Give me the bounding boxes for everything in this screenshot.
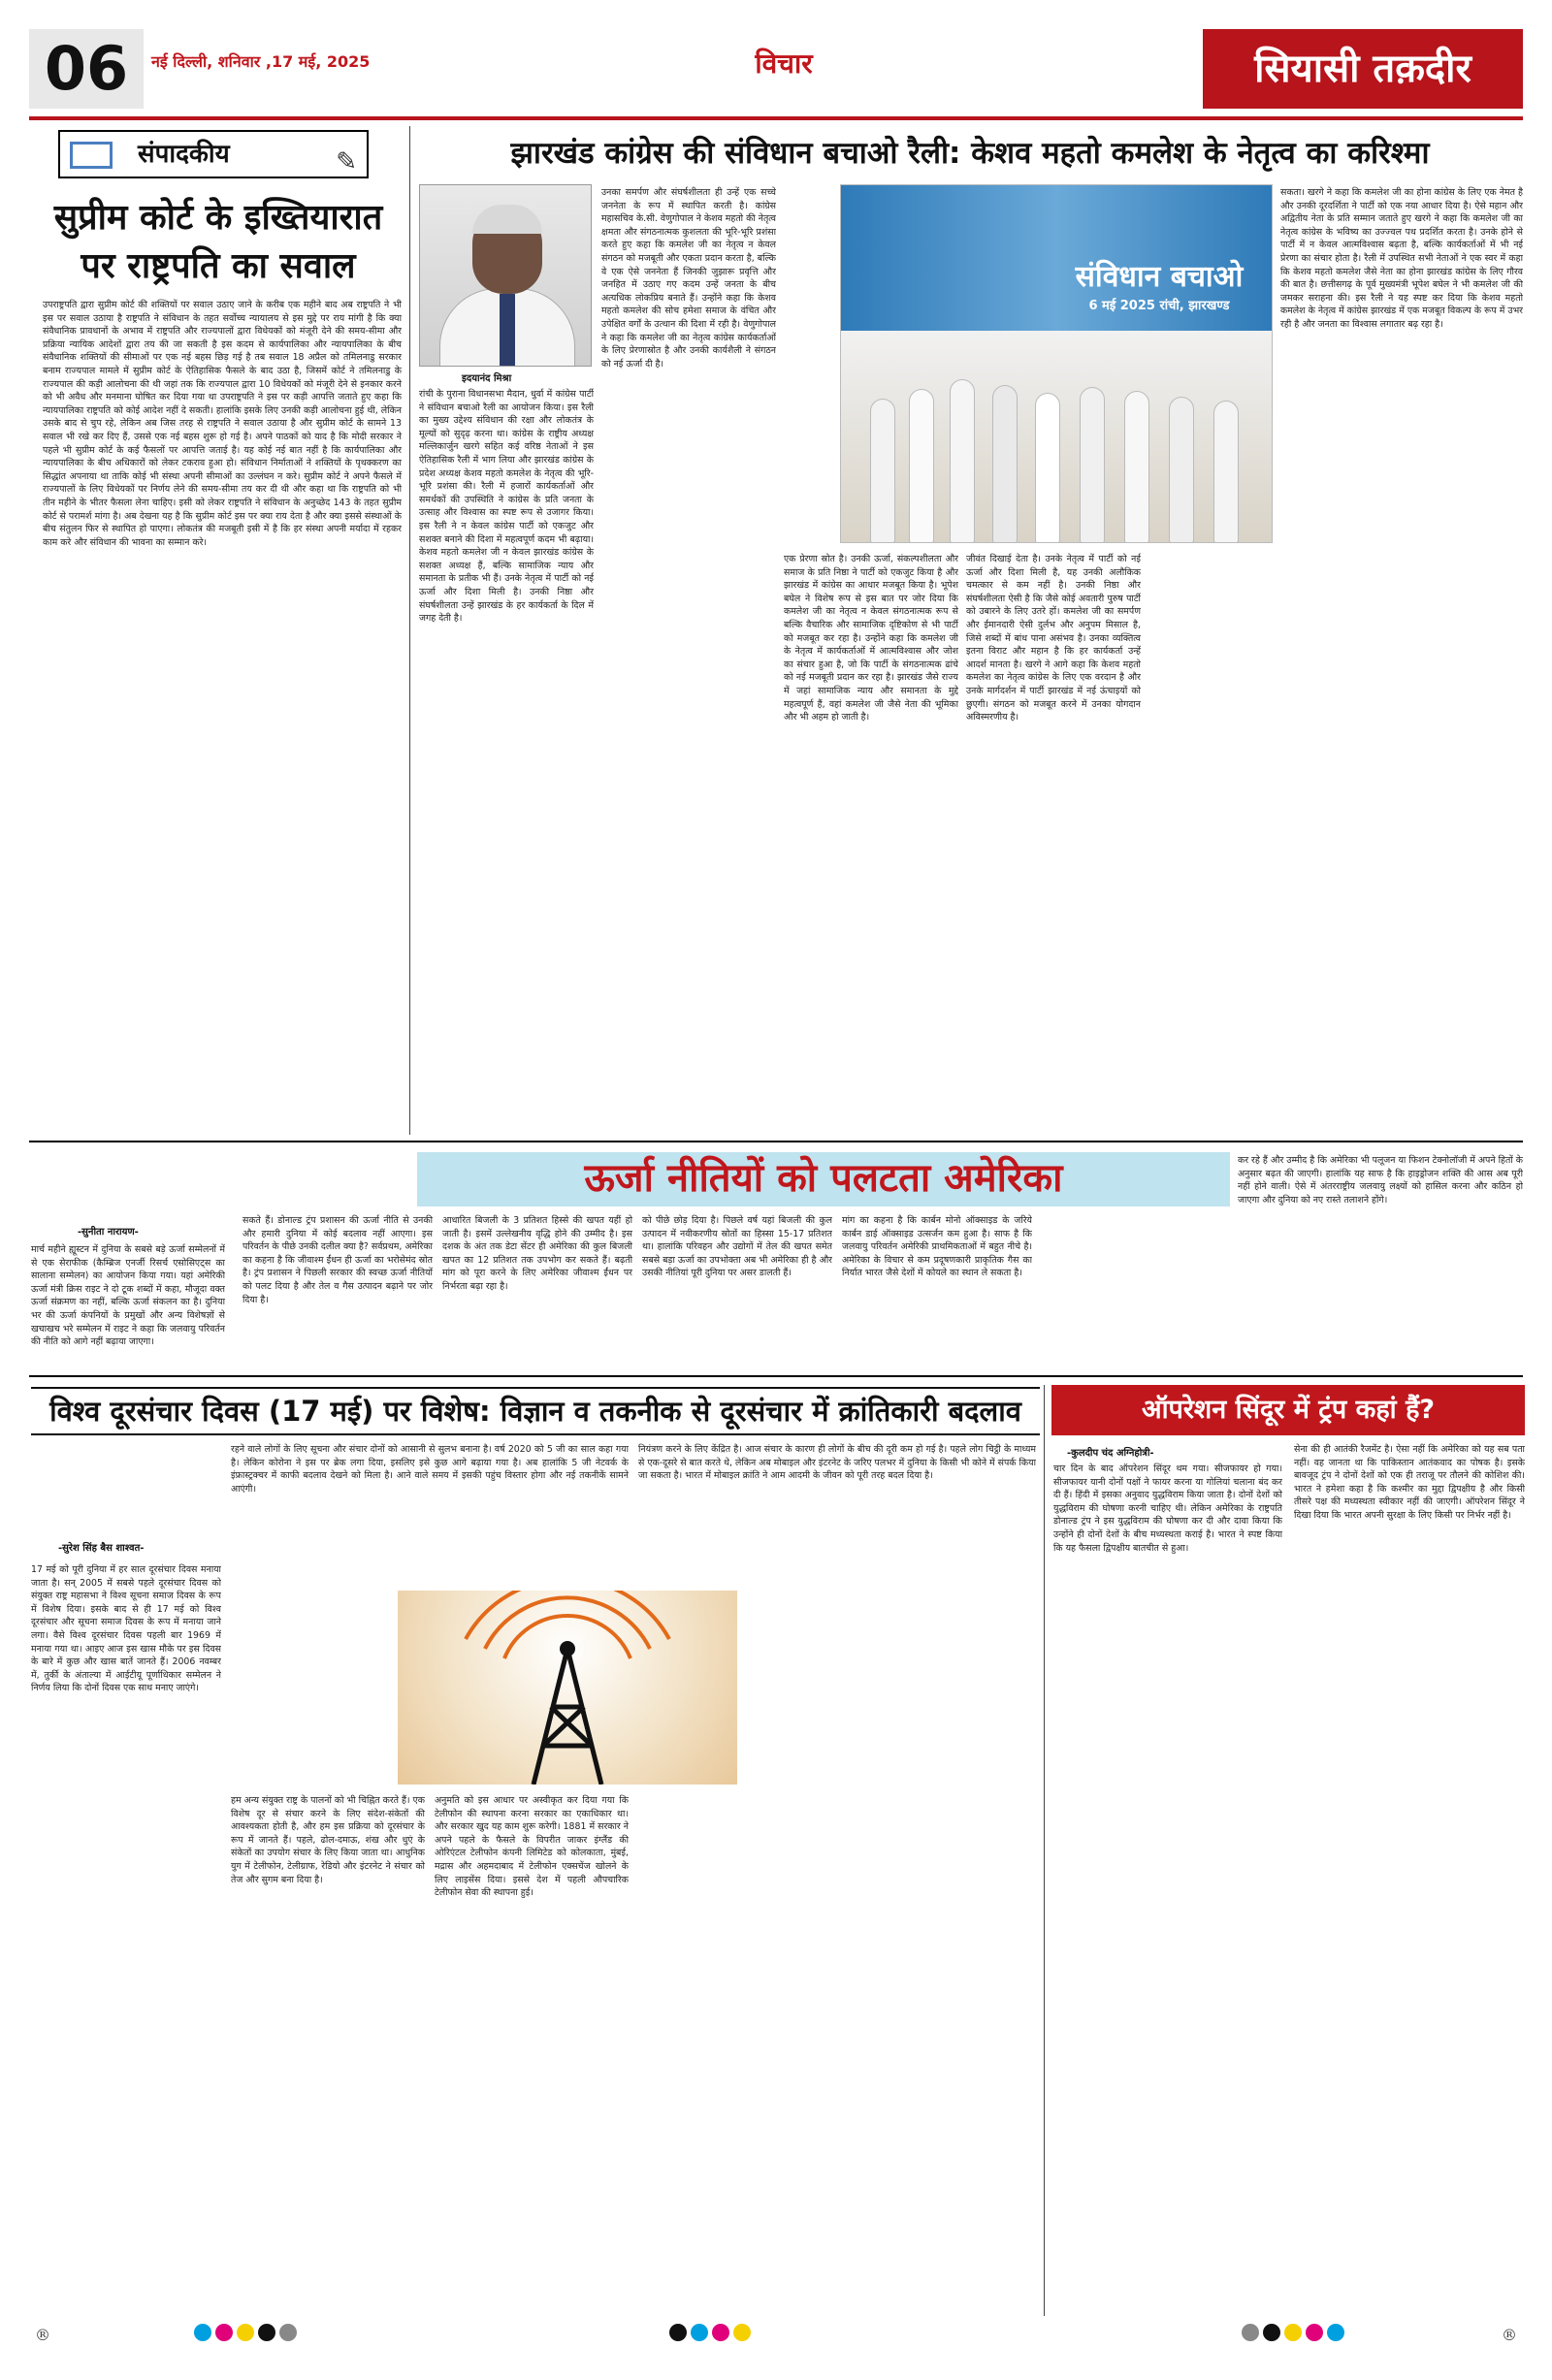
lead-headline: झारखंड कांग्रेस की संविधान बचाओ रैली: केशव महतो कमलेश के नेतृत्व का करिश्मा	[510, 136, 1430, 171]
energy-col-4: को पीछे छोड़ दिया है। पिछले वर्ष यहां बिजली की कुल उत्पादन में नवीकरणीय स्रोतों का हिस्सा 15-17 प्रतिशत था। हालांकि परिवहन और उद्योगों में तेल की खपत समेत सबसे बड़ा ऊर्जा का उपभोक्ता अब भी अमेरिका ही है और उसकी नीतियां पूरी दुनिया पर असर डालती हैं।	[642, 1215, 832, 1279]
lead-col-3: एक प्रेरणा स्रोत है। उनकी ऊर्जा, संकल्पशीलता और समाज के प्रति निष्ठा ने पार्टी को एकजुट किया है और झारखंड में कांग्रेस का आधार मजबूत किया है। भूपेश बघेल ने विशेष रूप से इस बात पर जोर दिया कि कमलेश जी का नेतृत्व न केवल संगठनात्मक रूप से बल्कि वैचारिक और सामाजिक दृष्टिकोण से भी पार्टी को मजबूत कर रहा है। उन्होंने कहा कि कमलेश जी के नेतृत्व में कार्यकर्ताओं में आत्मविश्वास और जोश का संचार हुआ है, जो कि पार्टी के संगठनात्मक ढांचे को नई मजबूती प्रदान कर रहा है। झारखंड जैसे राज्य में जहां सामाजिक न्याय और समानता के मुद्दे महत्वपूर्ण हैं, वहां कमलेश जी जैसे नेता की भूमिका और भी अहम हो जाती है।	[784, 554, 958, 724]
energy-col-1: मार्च महीने ह्यूस्टन में दुनिया के सबसे बड़े ऊर्जा सम्मेलनों में से एक सेराफीक (कैम्ब्रिज एनर्जी रिसर्च एसोसिएट्स का सालाना सम्मेलन) का आयोजन किया गया। यहां अमेरिकी ऊर्जा मंत्री क्रिस राइट ने दो टूक शब्दों में कहा, मौजूदा वक्त ऊर्जा संक्रमण का नहीं, बल्कि ऊर्जा संकलन का है। दुनिया भर की ऊर्जा कंपनियों के प्रमुखों और अन्य विशेषज्ञों से खचाखच भरे सम्मेलन में राइट ने कहा कि जलवायु परिवर्तन की नीति को आगे नहीं बढ़ाया जाएगा।	[31, 1244, 225, 1348]
section-title: विचार	[755, 48, 813, 80]
color-dots-right	[1242, 2324, 1348, 2343]
color-dots-left	[194, 2324, 301, 2343]
lead-col-5b	[1148, 553, 1271, 1135]
telecom-col-5: नियंत्रण करने के लिए केंद्रित है। आज संचार के कारण ही लोगों के बीच की दूरी कम हो गई है। पहले लोग चिट्ठी के माध्यम से एक-दूसरे से बात करते थे, लेकिन अब मोबाइल और इंटरनेट के जरिए पलभर में दुनिया के किसी भी कोने में संपर्क किया जा सकता है। भारत में मोबाइल क्रांति ने आम आदमी के जीवन को पूरी तरह बदल दिया है।	[638, 1444, 1036, 1482]
sindoor-col-2: सेना की ही आतंकी रैजमेंट है। ऐसा नहीं कि अमेरिका को यह सब पता नहीं। वह जानता था कि पाकिस्तान आतंकवाद का पोषक है। इसके बावजूद ट्रंप ने दोनों देशों को एक ही तराजू पर तौलने की कोशिश की। भारत ने हमेशा कहा है कि कश्मीर का मुद्दा द्विपक्षीय है और किसी तीसरे पक्ष की मध्यस्थता स्वीकार नहीं की जाएगी। ऑपरेशन सिंदूर ने दिखा दिया कि भारत अपनी सुरक्षा के लिए किसी पर निर्भर नहीं है।	[1294, 1444, 1525, 1521]
rally-banner-subtitle: 6 मई 2025 रांची, झारखण्ड	[1088, 299, 1230, 313]
telecom-col-3: हम अन्य संयुक्त राष्ट्र के पालनों को भी चिह्नित करते हैं। एक विशेष दूर से संचार करने के लिए संदेश-संकेतों की आवश्यकता होती है, और हम इस प्रक्रिया को दूरसंचार के रूप में जानते हैं। पहले, ढोल-दमाऊ, शंख और धुएं के संकेतों का उपयोग संचार के लिए किया जाता था। आधुनिक युग में टेलीफोन, टेलीग्राफ, रेडियो और इंटरनेट ने संचार को तेज और सुगम बना दिया है।	[231, 1795, 425, 1885]
telecom-byline: -सुरेश सिंह बैस शाश्वत-	[58, 1543, 145, 1554]
lead-col-5: सकता। खरगे ने कहा कि कमलेश जी का होना कांग्रेस के लिए एक नेमत है और उनकी दूरदर्शिता ने पार्टी को एक नया आधार दिया है। ऐसे महान और अद्वितीय नेता के प्रति सम्मान जताते हुए खरगे ने कहा कि कमलेश जी का नेतृत्व कांग्रेस के भविष्य का उज्ज्वल पथ प्रदर्शित करता है। उनके होने से पार्टी में न केवल आत्मविश्वास बढ़ता है, बल्कि कार्यकर्ताओं में भी नई प्रेरणा का संचार होता है। रैली में उपस्थित सभी नेताओं ने एक स्वर में कहा कि केशव महतो कमलेश जैसे नेता का होना झारखंड कांग्रेस के लिए गौरव की बात है। छत्तीसगढ़ के पूर्व मुख्यमंत्री भूपेश बघेल ने भी कमलेश जी की जमकर सराहना की। इस रैली ने यह स्पष्ट कर दिया कि केशव महतो कमलेश के नेतृत्व में कांग्रेस झारखंड में एक मजबूत विकल्प के रूप में उभर रही है और जनता का विश्वास लगातार बढ़ रहा है।	[1280, 187, 1523, 330]
author-photo	[419, 184, 592, 367]
energy-col-2: सकते हैं। डोनाल्ड ट्रंप प्रशासन की ऊर्जा नीति से उनकी और हमारी दुनिया में कोई बदलाव नहीं आएगा। इस परिवर्तन के पीछे उनकी दलील क्या है? सर्वप्रथम, अमेरिका का कहना है कि जीवाश्म ईंधन ही ऊर्जा का भरोसेमंद स्रोत है। ट्रंप प्रशासन ने पिछली सरकार की स्वच्छ ऊर्जा नीतियों को पलट दिया है और तेल व गैस उत्पादन बढ़ाने पर जोर दिया है।	[242, 1215, 433, 1305]
registration-mark-right: ®	[1502, 2326, 1519, 2344]
energy-byline: -सुनीता नारायण-	[78, 1227, 139, 1238]
energy-col-6: कर रहे हैं और उम्मीद है कि अमेरिका भी पलूजन या फिशन टेक्नोलॉजी में अपने हितों के अनुसार बढ़त की जाएगी। हालांकि यह साफ है कि हाइड्रोजन शक्ति की आस अब पूरी नहीं होने वाली। ऐसे में अंतरराष्ट्रीय जलवायु लक्ष्यों को हासिल करना और कठिन हो जाएगा और दुनिया को नए रास्ते तलाशने होंगे।	[1238, 1155, 1523, 1206]
telecom-col-4: अनुमति को इस आधार पर अस्वीकृत कर दिया गया कि टेलीफोन की स्थापना करना सरकार का एकाधिकार था। और सरकार खुद यह काम शुरू करेगी। 1881 में सरकार ने अपने पहले के फैसले के विपरीत जाकर इंग्लैंड की ओरिएंटल टेलीफोन कंपनी लिमिटेड को कोलकाता, मुंबई, मद्रास और अहमदाबाद में टेलीफोन एक्सचेंज खोलने के लिए लाइसेंस दिया। इससे देश में पहली औपचारिक टेलीफोन सेवा की स्थापना हुई।	[435, 1795, 629, 1899]
lead-col-2: उनका समर्पण और संघर्षशीलता ही उन्हें एक सच्चे जननेता के रूप में स्थापित करती है। कांग्रेस महासचिव के.सी. वेणुगोपाल ने केशव महतो की नेतृत्व क्षमता और संगठनात्मक कुशलता की भूरि-भूरि प्रशंसा करते हुए कहा कि कमलेश जी का नेतृत्व न केवल संगठन को मजबूती और एकता प्रदान करता है, बल्कि वे एक ऐसे जननेता हैं जिनकी जुझारू प्रवृत्ति और जनहित में उठाए गए कदम उन्हें जनता के बीच अत्यधिक लोकप्रिय बनाते हैं। उन्होंने कहा कि केशव महतो कमलेश की सोच हमेशा समाज के वंचित और उपेक्षित वर्गों के उत्थान की दिशा में रही है। वेणुगोपाल ने कहा कि कमलेश जी का नेतृत्व कांग्रेस कार्यकर्ताओं के लिए प्रेरणास्रोत है और उनकी कार्यशैली ने संगठन को नई ऊर्जा दी है।	[601, 187, 776, 370]
telecom-headline: विश्व दूरसंचार दिवस (17 मई) पर विशेष: विज्ञान व तकनीक से दूरसंचार में क्रांतिकारी बदलाव	[31, 1387, 1040, 1435]
lead-byline: इदयानंद मिश्रा	[462, 373, 512, 384]
registration-mark-left: ®	[35, 2326, 52, 2344]
column-divider	[1044, 1385, 1045, 2316]
color-dots-center	[669, 2324, 755, 2343]
editorial-body: उपराष्ट्रपति द्वारा सुप्रीम कोर्ट की शक्तियों पर सवाल उठाए जाने के करीब एक महीने बाद अब राष्ट्रपति ने भी इस पर सवाल उठाया है राष्ट्रपति ने संविधान के तहत सर्वोच्च न्यायालय से इस मुद्दे पर राय मांगी है कि क्या संवैधानिक प्रावधानों के अभाव में राष्ट्रपति और राज्यपालों द्वारा विधेयकों को मंजूरी देने की समय-सीमा और प्रक्रिया न्यायिक आदेशों द्वारा तय की जा सकती है इस कदम से कार्यपालिका और न्यायपालिका के बीच संवैधानिक शक्तियों की सीमाओं पर एक नई बहस छिड़ गई है तब सवाल 18 अप्रैल को तमिलनाडु सरकार बनाम राज्यपाल मामले में सुप्रीम कोर्ट के ऐतिहासिक फैसले के बाद उठा है, जिसमें कोर्ट ने तमिलनाडु के राज्यपाल की कड़ी आलोचना की थी जहां तक कि राज्यपाल द्वारा 10 विधेयकों को मंजूरी देने से इनकार करने को भी अवैध और मनमाना घोषित कर दिया गया था उपराष्ट्रपति ने इस पर कड़ी आपत्ति जताते हुए कहा कि न्यायपालिका राष्ट्रपति को कोई आदेश नहीं दे सकती। हालांकि इसके लिए उनकी कड़ी आलोचना हुई थी, लेकिन उसके बाद से चुप रहे, लेकिन अब जिस तरह से राष्ट्रपति ने सवाल उठाया है और सुप्रीम कोर्ट के सामने 13 सवाल भी रखे कर दिए हैं, उससे एक नई बहस शुरू हो गई है। अपने पाठकों को याद है कि मोदी सरकार ने पहले भी सुप्रीम कोर्ट के कई फैसलों पर आपत्ति जताई है। यह कोई नई बात नहीं है कि कार्यपालिका और न्यायपालिका के बीच अधिकारों को लेकर टकराव हुआ हो। संविधान निर्माताओं ने शक्तियों के पृथक्करण का सिद्धांत अपनाया था ताकि कोई भी संस्था अपनी सीमाओं का उल्लंघन न करे। सुप्रीम कोर्ट ने अपने फैसले में राज्यपालों के लिए विधेयकों पर निर्णय लेने की समय-सीमा तय कर दी थी और कहा था कि राष्ट्रपति को भी तीन महीने के भीतर फैसला लेना चाहिए। इसी को लेकर राष्ट्रपति ने संविधान के अनुच्छेद 143 के तहत सुप्रीम कोर्ट से परामर्श मांगा है। अब देखना यह है कि सुप्रीम कोर्ट इस पर क्या राय देता है और क्या इससे संस्थाओं के बीच संतुलन फिर से स्थापित हो पाएगा। लोकतंत्र की मजबूती इसी में है कि हर संस्था अपनी मर्यादा में रहकर काम करे और संविधान की भावना का सम्मान करे।	[43, 300, 402, 548]
sindoor-col-1: चार दिन के बाद ऑपरेशन सिंदूर थम गया। सीजफायर हो गया। सीजफायर यानी दोनों पक्षों ने फायर करना या गोलियां चलाना बंद कर दी हैं। हिंदी में इसका अनुवाद युद्धविराम किया जाता है। दोनों देशों को युद्धविराम की घोषणा करनी चाहिए थी। लेकिन अमेरिका के राष्ट्रपति डोनाल्ड ट्रंप ने इस युद्धविराम की घोषणा कर दी और दावा किया कि उन्होंने ही दोनों देशों के बीच मध्यस्थता कराई है। भारत ने स्पष्ट किया कि यह फैसला द्विपक्षीय बातचीत से हुआ।	[1053, 1463, 1282, 1554]
editorial-tag	[58, 130, 369, 178]
energy-headline: ऊर्जा नीतियों को पलटता अमेरिका	[584, 1156, 1063, 1201]
rally-photo	[840, 184, 1273, 543]
column-divider	[409, 126, 410, 1135]
dateline: नई दिल्ली, शनिवार ,17 मई, 2025	[151, 52, 371, 71]
header-rule	[29, 116, 1523, 120]
lead-col-4: जीवंत दिखाई देता है। उनके नेतृत्व में पार्टी को नई ऊर्जा और दिशा मिली है, यह उनकी अलौकिक चमत्कार से कम नहीं है। उनकी निष्ठा और संघर्षशीलता ऐसी है कि जैसे कोई अवतारी पुरुष पार्टी को उबारने के लिए उतरे हों। कमलेश जी का समर्पण और ईमानदारी ऐसी दुर्लभ और अनुपम मिसाल है, जिसे शब्दों में बांध पाना असंभव है। उनका व्यक्तित्व इतना विराट और महान है कि हर कार्यकर्ता उन्हें आदर्श मानता है। खरगे ने आगे कहा कि केशव महतो कमलेश का नेतृत्व कांग्रेस के लिए एक वरदान है और उनके मार्गदर्शन में पार्टी झारखंड में नई ऊंचाइयों को छुएगी। संगठन को मजबूत करने में उनका योगदान अविस्मरणीय है।	[966, 554, 1141, 724]
section-rule	[29, 1141, 1523, 1142]
page-number: 06	[29, 29, 144, 109]
sindoor-byline: -कुलदीप चंद अग्निहोत्री-	[1067, 1448, 1154, 1459]
section-rule	[29, 1375, 1523, 1377]
sindoor-headline: ऑपरेशन सिंदूर में ट्रंप कहां हैं?	[1051, 1385, 1525, 1435]
editorial-tag-label: संपादकीय	[138, 140, 230, 169]
editorial-headline: सुप्रीम कोर्ट के इख्तियारात पर राष्ट्रपति का सवाल	[53, 198, 383, 286]
lead-col-1: रांची के पुराना विधानसभा मैदान, धुर्वा में कांग्रेस पार्टी ने संविधान बचाओ रैली का आयोजन किया। इस रैली का मुख्य उद्देश्य संविधान की रक्षा और लोकतंत्र के मूल्यों को सुदृढ़ करना था। कांग्रेस के राष्ट्रीय अध्यक्ष मल्लिकार्जुन खरगे सहित कई वरिष्ठ नेताओं ने इस ऐतिहासिक रैली में भाग लिया और झारखंड कांग्रेस के प्रदेश अध्यक्ष केशव महतो कमलेश के नेतृत्व की भूरि-भूरि प्रशंसा की। रैली में हजारों कार्यकर्ताओं और समर्थकों की उपस्थिति ने कांग्रेस के प्रति जनता के उत्साह और विश्वास का स्पष्ट रूप से उजागर किया। इस रैली ने न केवल कांग्रेस पार्टी को एकजुट और सशक्त बनाने की दिशा में महत्वपूर्ण कदम भी बढ़ाया। केशव महतो कमलेश जी न केवल झारखंड कांग्रेस के सशक्त अध्यक्ष हैं, बल्कि सामाजिक न्याय और समानता के प्रतीक भी हैं। उनके नेतृत्व में पार्टी को नई ऊर्जा और दिशा मिली है। उनकी निष्ठा और संघर्षशीलता उन्हें झारखंड के हर कार्यकर्ता के दिल में जगह देती है।	[419, 389, 594, 625]
pen-icon: ✎	[336, 147, 357, 177]
energy-col-5: मांग का कहना है कि कार्बन मोनो ऑक्साइड के जरिये कार्बन डाई ऑक्साइड उत्सर्जन कम हुआ है। साफ है कि जलवायु परिवर्तन अमेरिकी प्राथमिकताओं में बहुत नीचे है। अमेरिका के विचार से कम प्रदूषणकारी प्राकृतिक गैस का निर्यात भारत जैसे देशों में कोयले का स्थान ले सकता है।	[842, 1215, 1032, 1279]
brand-title: सियासी तक़दीर	[1203, 29, 1523, 109]
energy-col-3: आधारित बिजली के 3 प्रतिशत हिस्से की खपत यहीं हो जाती है। इसमें उल्लेखनीय वृद्धि होने की उम्मीद है। इस दशक के अंत तक डेटा सेंटर ही अमेरिका की कुल बिजली खपत का 12 प्रतिशत तक उपभोग कर सकते हैं। बढ़ती मांग को पूरा करने के लिए अमेरिका जीवाश्म ईंधन पर निर्भरता बढ़ा रहा है।	[442, 1215, 632, 1292]
rally-banner-title: संविधान बचाओ	[1075, 260, 1244, 294]
telecom-col-2: रहने वाले लोगों के लिए सूचना और संचार दोनों को आसानी से सुलभ बनाना है। वर्ष 2020 को 5 जी का साल कहा गया है। लेकिन कोरोना ने इस पर ब्रेक लगा दिया, इसलिए इसे कुछ आगे बढ़ाया गया है। अब हालांकि 5 जी नेटवर्क के इंफ्रास्ट्रक्चर में काफी बदलाव देखने को मिला है। आने वाले समय में इसकी पहुंच विस्तार होगा और नई तकनीकें सामने आएंगी।	[231, 1444, 629, 1495]
square-icon	[70, 142, 113, 169]
telecom-col-1: 17 मई को पूरी दुनिया में हर साल दूरसंचार दिवस मनाया जाता है। सन् 2005 में सबसे पहले दूरसंचार दिवस को संयुक्त राष्ट्र महासभा ने विश्व सूचना समाज दिवस के रूप में विशेष दिया। इसके बाद से ही 17 मई को विश्व दूरसंचार और सूचना समाज दिवस के रूप में मनाया जाने लगा। वैसे विश्व दूरसंचार दिवस पहली बार 1969 में मनाया गया था। आइए आज इस खास मौके पर इस दिवस के बारे में कुछ और खास बातें जानते हैं। 2006 नवम्बर में, तुर्की के अंताल्या में आईटीयू पूर्णाधिकार सम्मेलन ने निर्णय लिया कि दोनों दिवस एक साथ मनाए जाएंगे।	[31, 1564, 221, 1694]
